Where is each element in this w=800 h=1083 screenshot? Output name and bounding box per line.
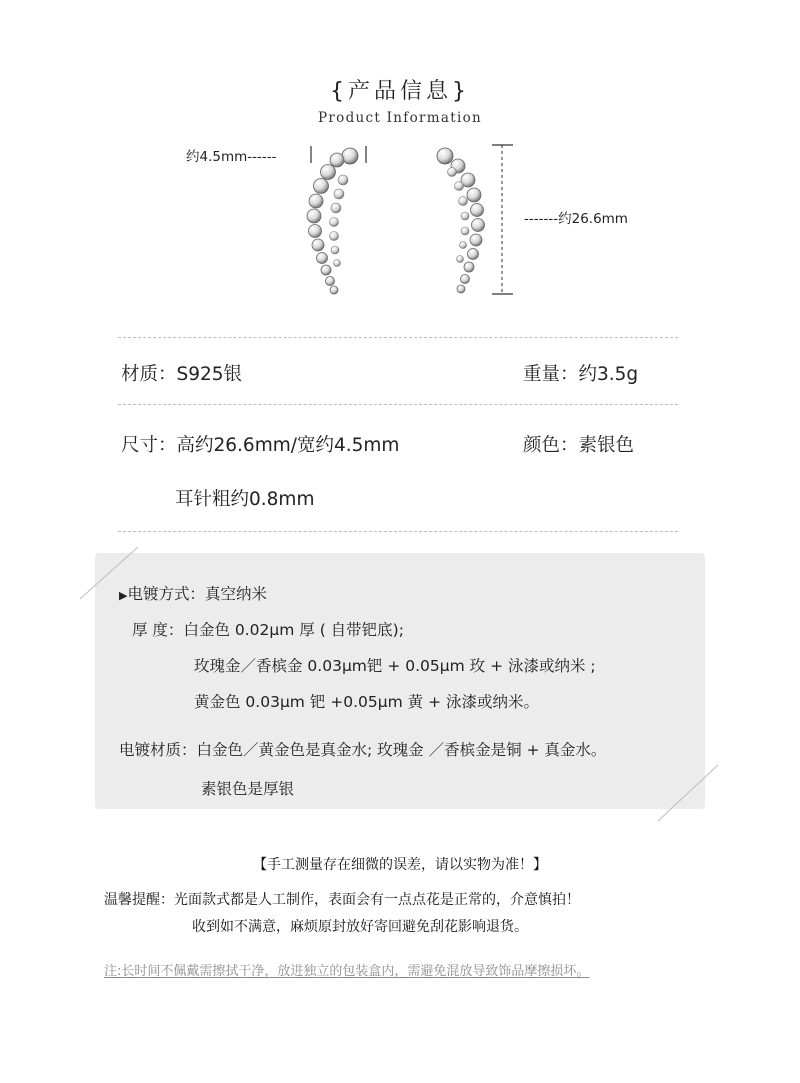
tip-row bbox=[104, 889, 580, 909]
color-spec: 颜色：素银色 bbox=[523, 435, 635, 456]
size-spec: 尺寸：高约26.6mm/宽约4.5mm bbox=[121, 435, 400, 456]
thickness-row bbox=[132, 618, 404, 640]
plating-method: 电镀方式：真空纳米 bbox=[127, 585, 267, 603]
care-note: 注:长时间不佩戴需擦拭干净，放进独立的包装盒内，需避免混放导致饰品摩擦损坏。 bbox=[104, 964, 590, 979]
plating-material-line-1: 电镀材质：白金色／黄金色是真金水; 玫瑰金 ／香槟金是铜 + 真金水。 bbox=[119, 741, 607, 759]
width-label: 约4.5mm------ bbox=[186, 149, 277, 165]
plating-method-row bbox=[119, 582, 267, 604]
page-title: {产品信息} bbox=[330, 79, 470, 104]
measurement-note: 【手工测量存在细微的误差，请以实物为准！】 bbox=[253, 857, 547, 873]
divider bbox=[118, 531, 678, 532]
triangle-bullet-icon: ▶ bbox=[119, 589, 128, 602]
tip-line-1: 光面款式都是人工制作，表面会有一点点花是正常的，介意慎拍！ bbox=[174, 892, 580, 908]
product-illustration bbox=[0, 0, 800, 330]
thickness-label: 厚 度： bbox=[132, 621, 184, 639]
height-label: -------约26.6mm bbox=[524, 211, 628, 227]
weight-spec: 重量：约3.5g bbox=[523, 364, 639, 385]
thickness-line-3: 黄金色 0.03μm 钯 +0.05μm 黄 + 泳漆或纳米。 bbox=[194, 693, 539, 711]
divider bbox=[118, 337, 678, 338]
right-earring-image bbox=[437, 148, 485, 293]
left-earring-image bbox=[307, 148, 358, 294]
divider bbox=[118, 404, 678, 405]
tip-label: 温馨提醒： bbox=[104, 892, 174, 908]
thickness-line-2: 玫瑰金／香槟金 0.03μm钯 + 0.05μm 玫 + 泳漆或纳米 ; bbox=[194, 657, 596, 675]
tip-line-2: 收到如不满意，麻烦原封放好寄回避免刮花影响退货。 bbox=[192, 919, 528, 935]
thickness-line-1: 白金色 0.02μm 厚 ( 自带钯底); bbox=[183, 621, 404, 639]
material-spec: 材质：S925银 bbox=[121, 364, 243, 385]
plating-material-line-2: 素银色是厚银 bbox=[201, 780, 295, 798]
corner-decoration-bottom-right bbox=[656, 763, 722, 825]
page-subtitle: Product Information bbox=[318, 110, 482, 126]
pin-spec: 耳针粗约0.8mm bbox=[175, 489, 315, 510]
